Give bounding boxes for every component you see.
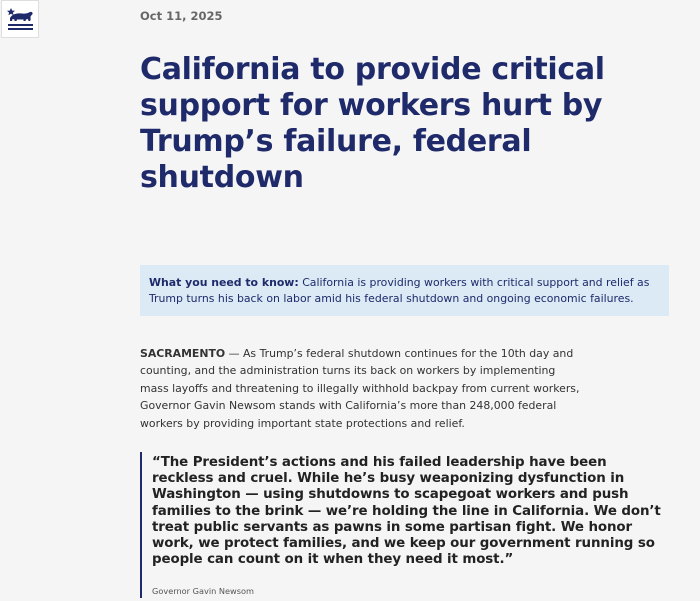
quote-attribution: Governor Gavin Newsom xyxy=(152,586,255,597)
dateline: SACRAMENTO xyxy=(140,347,226,360)
article-title: California to provide critical support for workers hurt by Trump’s failure, federal shutdown xyxy=(140,52,605,195)
callout-text: California is providing workers with critical support and relief as Trump turns his back on labor amid his federal shutdown and ongoing economic failures. xyxy=(149,276,650,305)
body-paragraph xyxy=(140,345,580,432)
article-date: Oct 11, 2025 xyxy=(140,9,223,23)
california-bear-icon xyxy=(2,1,38,37)
key-takeaway-callout xyxy=(140,265,669,316)
home-logo-button[interactable] xyxy=(1,0,39,38)
governor-quote xyxy=(140,452,670,598)
callout-label: What you need to know: xyxy=(149,276,299,289)
quote-text: “The President’s actions and his failed leadership have been reckless and cruel. While he’s busy weaponizing dysfunction in Washington — using shutdowns to scapegoat workers and push families to the brink — we’re holding the line in California. We don’t treat public servants as pawns in some partisan fight. We honor work, we protect families, and we keep our government running so people can count on it when they need it most.” xyxy=(152,455,661,568)
body-text: — As Trump’s federal shutdown continues for the 10th day and counting, and the administration turns its back on workers by implementing mass layoffs and threatening to illegally withhold backpay from current workers, Governor Gavin Newsom stands with California’s more than 248,000 federal workers by providing important state protections and relief. xyxy=(140,347,580,430)
